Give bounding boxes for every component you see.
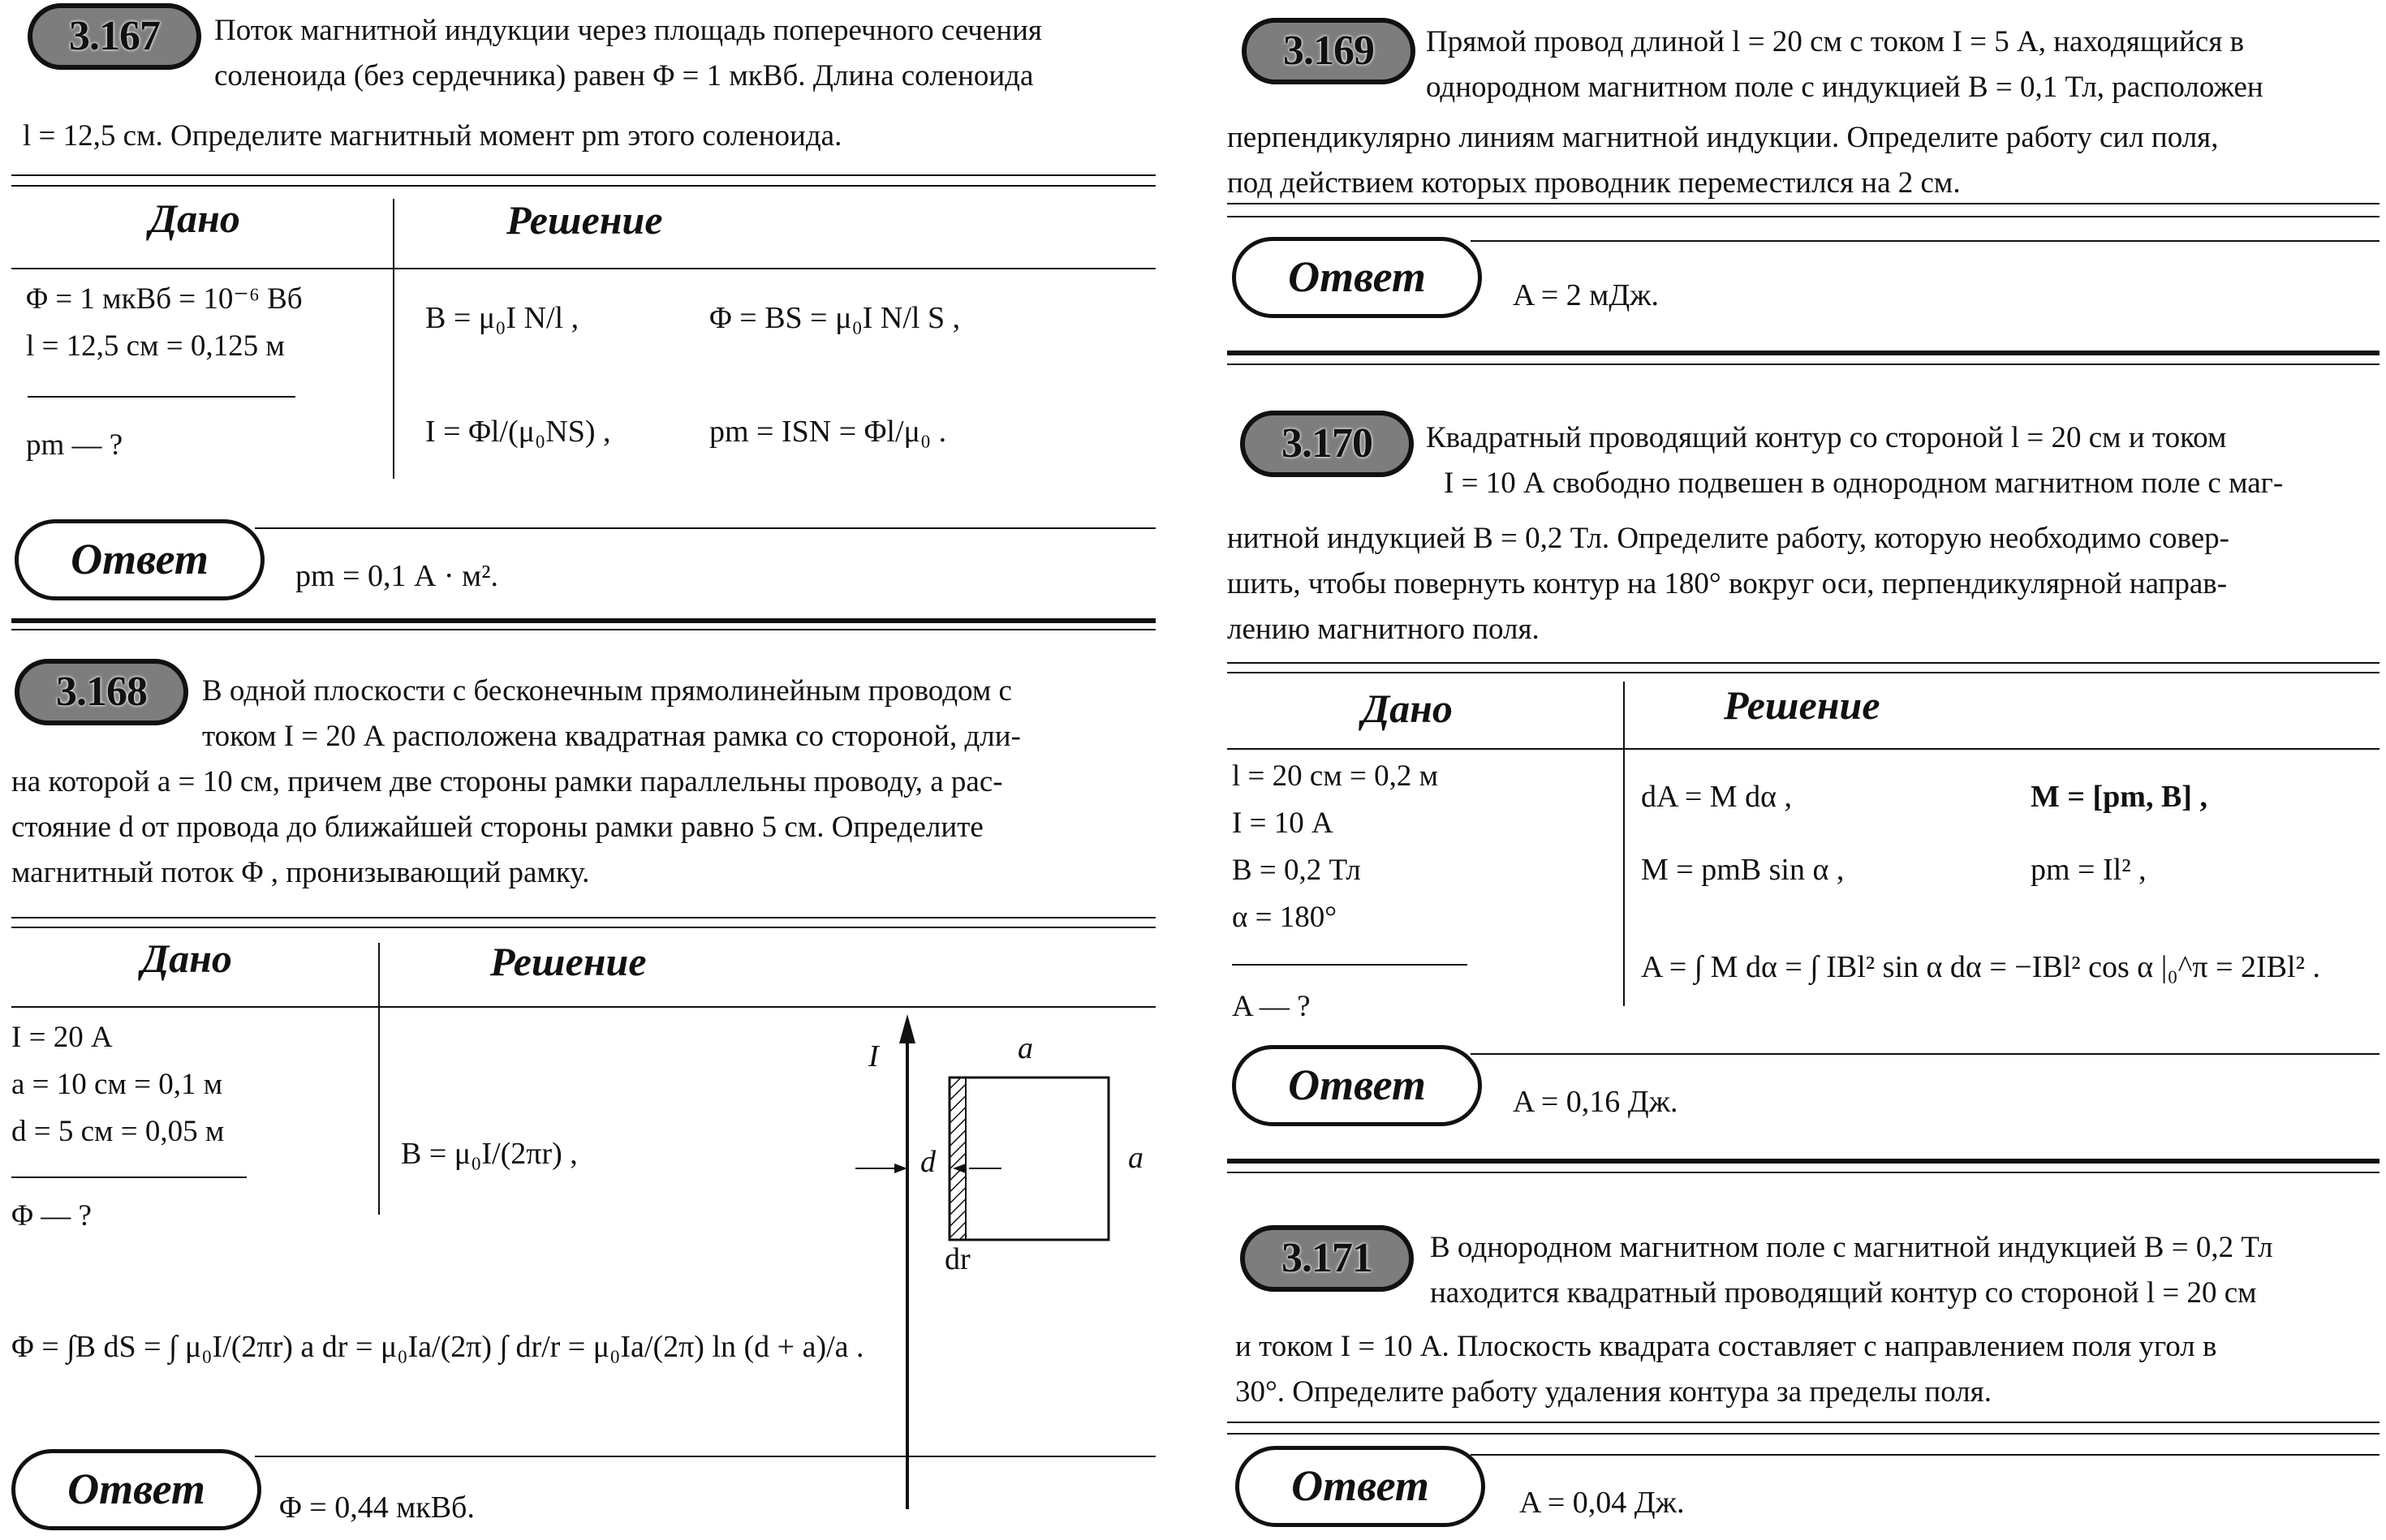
given-header: Дано bbox=[141, 936, 232, 981]
answer-label: Ответ bbox=[1232, 1045, 1482, 1126]
left-column bbox=[11, 0, 1164, 1540]
given-list: I = 20 А a = 10 см = 0,1 м d = 5 см = 0,05 м bbox=[11, 1021, 225, 1148]
problem-text: Поток магнитной индукции через площадь поперечного сечения соленоида (без сердечника) равен Φ = 1 мкВб. Длина соленоида bbox=[214, 14, 1042, 92]
problem-3-167 bbox=[11, 0, 1164, 633]
problem-number-badge: 3.167 bbox=[28, 3, 201, 70]
problem-3-168 bbox=[11, 649, 1164, 1540]
answer-value: Φ = 0,44 мкВб. bbox=[279, 1491, 475, 1525]
label-a-top: a bbox=[1018, 1031, 1033, 1065]
given-list: l = 20 см = 0,2 м I = 10 А B = 0,2 Тл α = 180° bbox=[1232, 759, 1439, 934]
solution-header: Решение bbox=[506, 197, 663, 243]
find-value: pm — ? bbox=[26, 428, 123, 462]
formula-5: A = ∫ M dα = ∫ IBl² sin α dα = −IBl² cos α |₀^π = 2IBl² . bbox=[1641, 950, 2320, 984]
problem-number-badge: 3.169 bbox=[1242, 18, 1415, 84]
answer-label: Ответ bbox=[1235, 1446, 1485, 1527]
answer-value: A = 0,16 Дж. bbox=[1513, 1085, 1678, 1119]
problem-text-cont: нитной индукцией B = 0,2 Тл. Определите работу, которую необходимо совер- шить, чтобы повернуть контур на 180° вокруг оси, перпендикулярной направ- лению магнитного поля. bbox=[1227, 522, 2229, 646]
solution-header: Решение bbox=[490, 939, 647, 984]
find-value: Φ — ? bbox=[11, 1199, 92, 1232]
formula-1: dA = M dα , bbox=[1641, 780, 1792, 814]
problem-text: В одной плоскости с бесконечным прямолинейным проводом с током I = 20 А расположена квадратная рамка со стороной, дли- bbox=[202, 674, 1021, 753]
solution-header: Решение bbox=[1724, 682, 1880, 728]
formula-3: I = Φl/(μ₀NS) , bbox=[425, 415, 611, 449]
answer-value: A = 0,04 Дж. bbox=[1519, 1486, 1685, 1520]
problem-number-badge: 3.170 bbox=[1240, 411, 1414, 477]
formula-2: Φ = BS = μ₀I N/l S , bbox=[709, 301, 961, 335]
answer-label: Ответ bbox=[15, 519, 265, 600]
formula-1: B = μ₀I N/l , bbox=[425, 301, 579, 335]
formula-2: Φ = ∫B dS = ∫ μ₀I/(2πr) a dr = μ₀Ia/(2π) ∫ dr/r = μ₀Ia/(2π) ln (d + a)/a . bbox=[11, 1330, 864, 1364]
current-arrow-icon bbox=[899, 1014, 915, 1043]
problem-text-cont: и током I = 10 А. Плоскость квадрата составляет с направлением поля угол в 30°. Определите работу удаления контура за пределы поля. bbox=[1235, 1330, 2217, 1409]
problem-text-cont: перпендикулярно линиям магнитной индукции. Определите работу сил поля, под действием которых проводник переместился на 2 см. bbox=[1227, 121, 2219, 200]
problem-text: Квадратный проводящий контур со стороной l = 20 см и током I = 10 А свободно подвешен в однородном магнитном поле с маг- bbox=[1426, 421, 2284, 500]
problem-number-badge: 3.171 bbox=[1240, 1225, 1414, 1292]
square-frame bbox=[950, 1078, 1109, 1240]
formula-2: M = [pm, B] , bbox=[2031, 780, 2207, 814]
formula-4: pm = Il² , bbox=[2031, 853, 2147, 887]
answer-label: Ответ bbox=[1232, 237, 1482, 318]
given-header: Дано bbox=[149, 196, 240, 241]
problem-number-badge: 3.168 bbox=[15, 659, 188, 725]
strip-dr bbox=[950, 1078, 966, 1240]
problem-3-170 bbox=[1227, 381, 2380, 1185]
formula-3: M = pmB sin α , bbox=[1641, 853, 1845, 887]
answer-label: Ответ bbox=[11, 1449, 261, 1530]
answer-value: A = 2 мДж. bbox=[1513, 278, 1659, 312]
formula-1: B = μ₀I/(2πr) , bbox=[401, 1137, 578, 1171]
problem-3-171 bbox=[1227, 1185, 2380, 1540]
problem-text-cont: на которой a = 10 см, причем две стороны рамки параллельны проводу, а рас- стояние d от провода до ближайшей стороны рамки равно 5 см. Определите магнитный поток Φ , пронизывающий рамку. bbox=[11, 765, 1003, 889]
given-list: Φ = 1 мкВб = 10⁻⁶ Вб l = 12,5 см = 0,125 м bbox=[26, 282, 303, 363]
formula-4: pm = ISN = Φl/μ₀ . bbox=[709, 415, 947, 449]
problem-text: Прямой провод длиной l = 20 см с током I = 5 А, находящийся в однородном магнитном поле с индукцией B = 0,1 Тл, расположен bbox=[1426, 25, 2263, 104]
right-column bbox=[1227, 0, 2380, 1540]
problem-3-169 bbox=[1227, 0, 2380, 381]
label-a-side: a bbox=[1128, 1141, 1143, 1175]
wire-frame-figure bbox=[11, 649, 1164, 1540]
given-header: Дано bbox=[1362, 686, 1453, 731]
problem-text: В однородном магнитном поле с магнитной индукцией B = 0,2 Тл находится квадратный проводящий контур со стороной l = 20 см bbox=[1430, 1231, 2273, 1310]
problem-text-cont: l = 12,5 см. Определите магнитный момент pm этого соленоида. bbox=[23, 119, 842, 153]
answer-value: pm = 0,1 А · м². bbox=[295, 559, 499, 593]
label-I: I bbox=[868, 1039, 879, 1073]
find-value: A — ? bbox=[1232, 990, 1311, 1023]
label-dr: dr bbox=[945, 1242, 971, 1276]
label-d: d bbox=[920, 1145, 936, 1179]
